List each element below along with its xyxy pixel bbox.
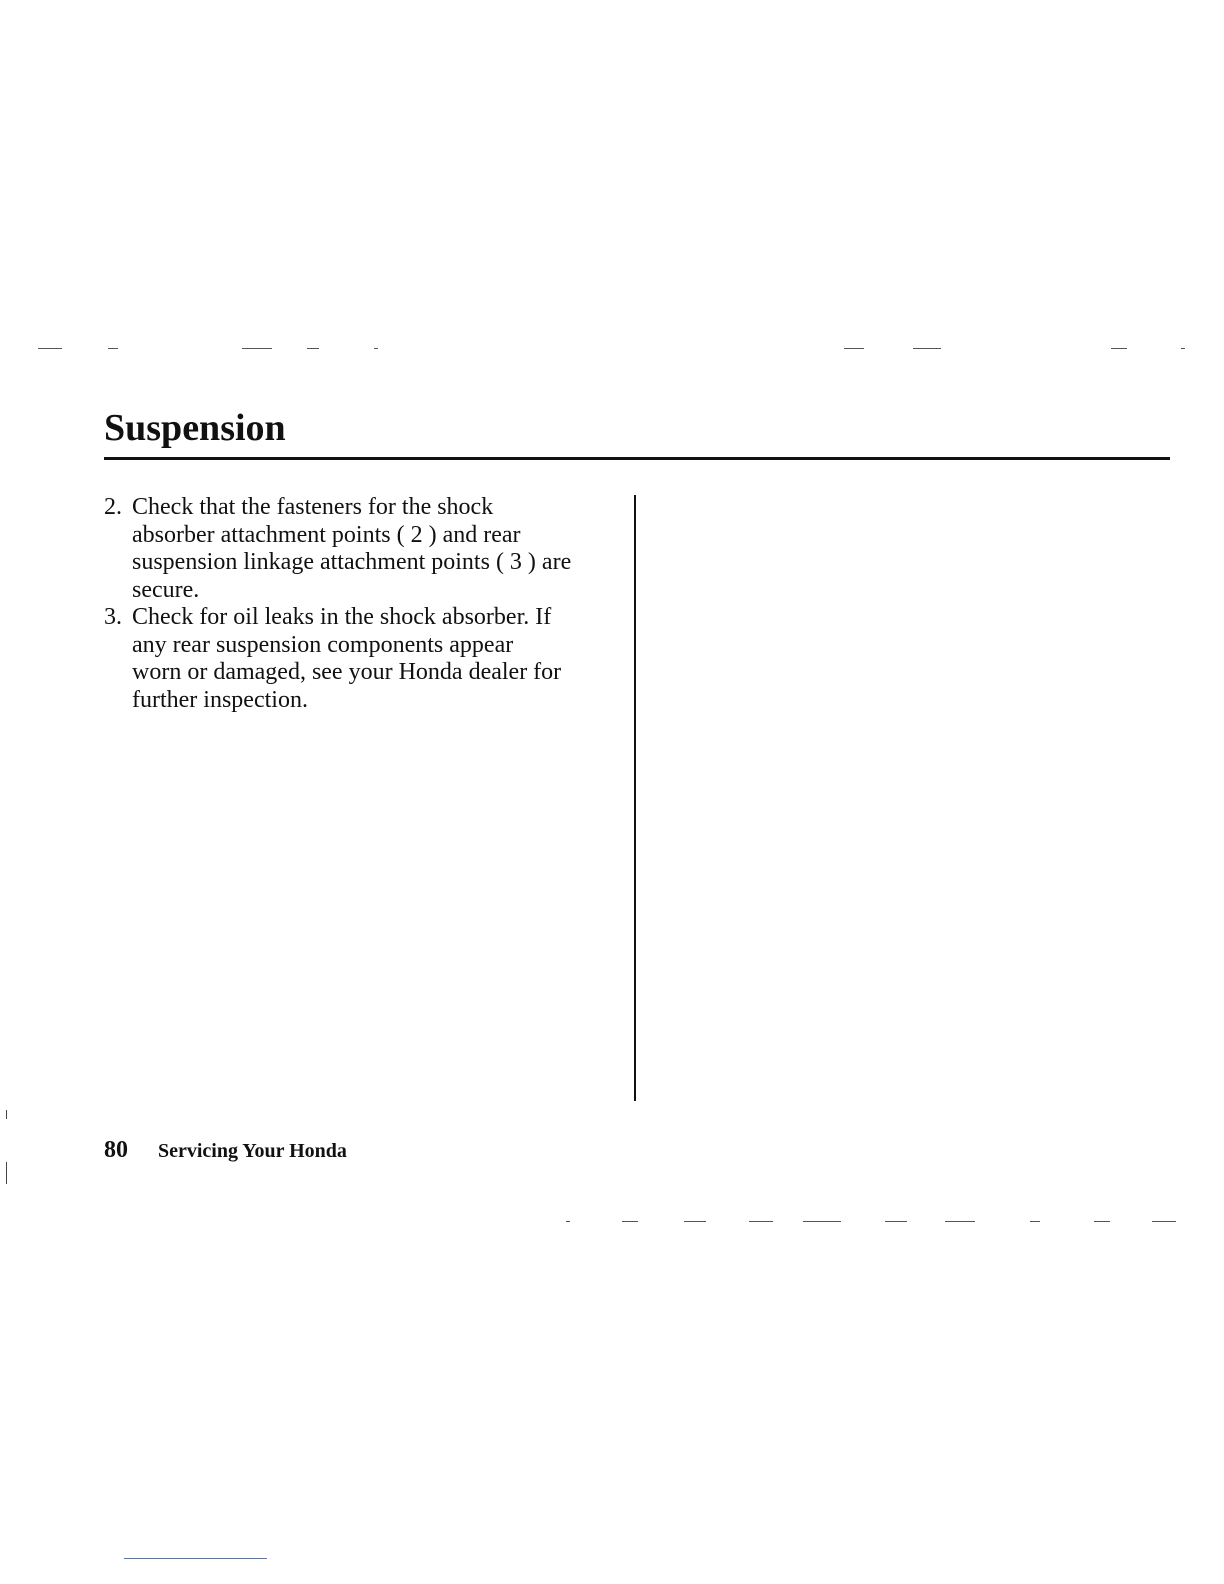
page-number: 80 [104, 1137, 128, 1163]
step-line: secure. [132, 576, 200, 603]
list-item [104, 494, 616, 604]
step-line: Check that the fasteners for the shock [132, 494, 494, 520]
scan-dash [684, 1221, 706, 1222]
scan-marks-top [0, 348, 1224, 352]
scan-dash [1094, 1221, 1110, 1222]
page-title: Suspension [104, 407, 286, 449]
scan-dash [913, 348, 941, 349]
step-line: Check for oil leaks in the shock absorber. If [132, 604, 552, 630]
scan-dash [749, 1221, 773, 1222]
scan-margin-mark [6, 1110, 7, 1119]
step-line: suspension linkage attachment points ( 3 ) are [132, 549, 572, 575]
step-line: further inspection. [132, 686, 308, 713]
step-line: absorber attachment points ( 2 ) and rear [132, 521, 521, 548]
scan-dash [803, 1221, 841, 1222]
scan-dash [307, 348, 319, 349]
step-list [104, 494, 616, 714]
scan-dash [1152, 1221, 1176, 1222]
scan-dash [242, 348, 272, 349]
scan-dash [566, 1221, 570, 1222]
scan-dash [38, 348, 62, 349]
scan-dash [844, 348, 864, 349]
scan-dash [1030, 1221, 1040, 1222]
scan-margin-mark [6, 1162, 7, 1184]
title-rule [104, 457, 1170, 460]
scan-dash [374, 348, 378, 349]
scan-dash [945, 1221, 975, 1222]
step-number: 3. [104, 604, 122, 630]
column-divider [634, 495, 636, 1101]
scan-dash [108, 348, 118, 349]
step-line: any rear suspension components appear [132, 631, 514, 658]
scan-dash [622, 1221, 638, 1222]
section-name: Servicing Your Honda [158, 1140, 347, 1162]
scan-marks-bottom [0, 1221, 1224, 1225]
scan-dash [1111, 348, 1127, 349]
page-footer [104, 1137, 347, 1164]
scan-dash [885, 1221, 907, 1222]
list-item [104, 604, 616, 714]
scan-dash [1181, 348, 1185, 349]
scan-blue-line [124, 1558, 267, 1559]
step-number: 2. [104, 494, 122, 520]
step-line: worn or damaged, see your Honda dealer for [132, 659, 562, 685]
